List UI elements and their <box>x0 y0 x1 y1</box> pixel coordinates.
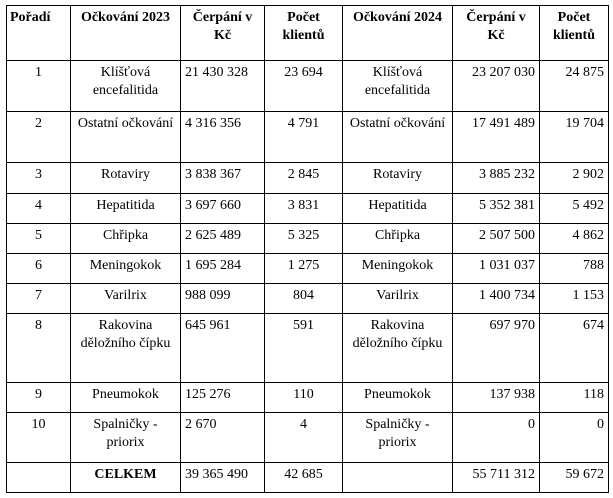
table-row <box>7 284 609 314</box>
vaccine-2024-cell: Spalničky - priorix <box>343 413 453 463</box>
clients-2024-cell: 0 <box>540 413 609 463</box>
clients-2023-cell: 110 <box>265 383 343 413</box>
clients-2024-cell: 118 <box>540 383 609 413</box>
vaccine-2023-cell: Klíšťová encefalitida <box>71 61 181 112</box>
header-rank: Pořadí <box>7 6 71 61</box>
header-vax-2024: Očkování 2024 <box>343 6 453 61</box>
table-row <box>7 163 609 194</box>
header-clients-2024: Počet klientů <box>540 6 609 61</box>
table-row <box>7 254 609 284</box>
vaccine-2023-cell: Varilrix <box>71 284 181 314</box>
spend-2024-cell: 5 352 381 <box>453 194 540 224</box>
clients-2024-cell: 674 <box>540 314 609 383</box>
spend-2024-cell: 697 970 <box>453 314 540 383</box>
vaccine-2023-cell: Rotaviry <box>71 163 181 194</box>
table-row <box>7 194 609 224</box>
rank-cell: 2 <box>7 112 71 163</box>
total-spend-2023: 39 365 490 <box>181 463 265 493</box>
clients-2024-cell: 24 875 <box>540 61 609 112</box>
spend-2024-cell: 137 938 <box>453 383 540 413</box>
spend-2023-cell: 3 697 660 <box>181 194 265 224</box>
vaccine-2023-cell: Rakovina děložního čípku <box>71 314 181 383</box>
rank-cell: 9 <box>7 383 71 413</box>
spend-2024-cell: 1 031 037 <box>453 254 540 284</box>
rank-cell: 3 <box>7 163 71 194</box>
vaccine-2024-cell: Meningokok <box>343 254 453 284</box>
total-vaccine-2024-cell <box>343 463 453 493</box>
vaccine-2023-cell: Ostatní očkování <box>71 112 181 163</box>
rank-cell: 1 <box>7 61 71 112</box>
spend-2024-cell: 1 400 734 <box>453 284 540 314</box>
vaccine-2024-cell: Varilrix <box>343 284 453 314</box>
clients-2024-cell: 788 <box>540 254 609 284</box>
spend-2023-cell: 645 961 <box>181 314 265 383</box>
spend-2024-cell: 17 491 489 <box>453 112 540 163</box>
header-spend-2023: Čerpání v Kč <box>181 6 265 61</box>
table-row <box>7 383 609 413</box>
vaccine-2024-cell: Pneumokok <box>343 383 453 413</box>
clients-2023-cell: 804 <box>265 284 343 314</box>
spend-2023-cell: 1 695 284 <box>181 254 265 284</box>
clients-2023-cell: 1 275 <box>265 254 343 284</box>
vaccine-2024-cell: Klíšťová encefalitida <box>343 61 453 112</box>
vaccine-2023-cell: Pneumokok <box>71 383 181 413</box>
total-row <box>7 463 609 493</box>
vaccine-2023-cell: Chřipka <box>71 224 181 254</box>
total-rank-cell <box>7 463 71 493</box>
clients-2023-cell: 23 694 <box>265 61 343 112</box>
table-row <box>7 224 609 254</box>
spend-2024-cell: 3 885 232 <box>453 163 540 194</box>
rank-cell: 10 <box>7 413 71 463</box>
spend-2024-cell: 0 <box>453 413 540 463</box>
clients-2023-cell: 4 791 <box>265 112 343 163</box>
rank-cell: 5 <box>7 224 71 254</box>
spend-2023-cell: 125 276 <box>181 383 265 413</box>
clients-2023-cell: 4 <box>265 413 343 463</box>
clients-2024-cell: 5 492 <box>540 194 609 224</box>
header-clients-2023: Počet klientů <box>265 6 343 61</box>
spend-2023-cell: 4 316 356 <box>181 112 265 163</box>
rank-cell: 4 <box>7 194 71 224</box>
clients-2023-cell: 591 <box>265 314 343 383</box>
spend-2023-cell: 988 099 <box>181 284 265 314</box>
total-clients-2024: 59 672 <box>540 463 609 493</box>
spend-2024-cell: 2 507 500 <box>453 224 540 254</box>
spend-2024-cell: 23 207 030 <box>453 61 540 112</box>
clients-2024-cell: 1 153 <box>540 284 609 314</box>
clients-2023-cell: 3 831 <box>265 194 343 224</box>
table-row <box>7 314 609 383</box>
spend-2023-cell: 2 670 <box>181 413 265 463</box>
spend-2023-cell: 21 430 328 <box>181 61 265 112</box>
rank-cell: 8 <box>7 314 71 383</box>
table-row <box>7 112 609 163</box>
table-row <box>7 61 609 112</box>
rank-cell: 6 <box>7 254 71 284</box>
clients-2024-cell: 4 862 <box>540 224 609 254</box>
vaccine-2024-cell: Ostatní očkování <box>343 112 453 163</box>
spend-2023-cell: 2 625 489 <box>181 224 265 254</box>
total-label: CELKEM <box>71 463 181 493</box>
total-spend-2024: 55 711 312 <box>453 463 540 493</box>
header-row <box>7 6 609 61</box>
vaccine-2024-cell: Rotaviry <box>343 163 453 194</box>
clients-2023-cell: 2 845 <box>265 163 343 194</box>
header-spend-2024: Čerpání v Kč <box>453 6 540 61</box>
vaccine-2023-cell: Hepatitida <box>71 194 181 224</box>
vaccine-2023-cell: Spalničky - priorix <box>71 413 181 463</box>
spend-2023-cell: 3 838 367 <box>181 163 265 194</box>
clients-2024-cell: 2 902 <box>540 163 609 194</box>
clients-2023-cell: 5 325 <box>265 224 343 254</box>
vaccine-2023-cell: Meningokok <box>71 254 181 284</box>
header-vax-2023: Očkování 2023 <box>71 6 181 61</box>
rank-cell: 7 <box>7 284 71 314</box>
vaccine-2024-cell: Hepatitida <box>343 194 453 224</box>
vaccination-table <box>6 5 609 493</box>
vaccine-2024-cell: Chřipka <box>343 224 453 254</box>
table-row <box>7 413 609 463</box>
total-clients-2023: 42 685 <box>265 463 343 493</box>
clients-2024-cell: 19 704 <box>540 112 609 163</box>
vaccine-2024-cell: Rakovina děložního čípku <box>343 314 453 383</box>
